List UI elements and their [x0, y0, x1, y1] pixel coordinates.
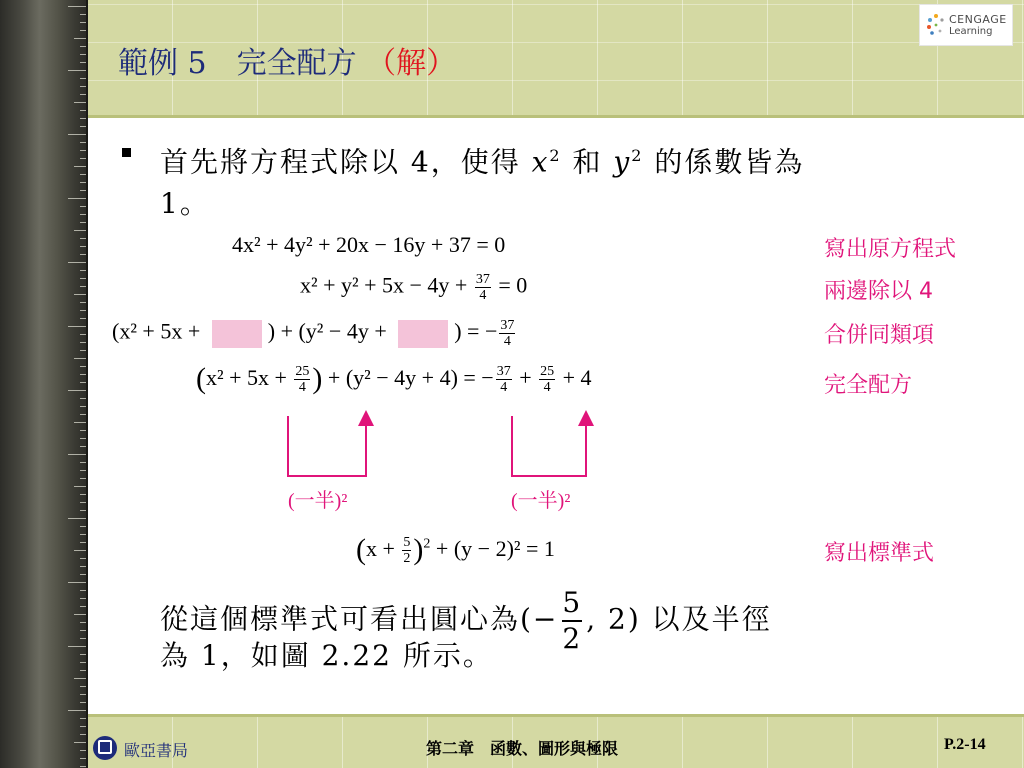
logo-text-cengage: CENGAGE	[949, 13, 1007, 26]
arrow-half-x	[288, 416, 366, 476]
footer-chapter: 第二章 函數、圖形與極限	[426, 739, 619, 758]
note-original-equation: 寫出原方程式	[824, 237, 957, 262]
center-frac-den: 2	[562, 622, 583, 655]
eq3-text-a: (x² + 5x +	[112, 318, 206, 344]
eq4-text-a: x² + 5x +	[206, 365, 293, 390]
eq4-frac2-den: 4	[500, 380, 508, 396]
conclusion-line-2: 為 1，如圖 2.22 所示。	[160, 639, 493, 672]
intro-line-2: 1。	[160, 187, 210, 220]
eq2-text-b: = 0	[492, 272, 528, 298]
half-label-x: (一半)²	[288, 490, 348, 512]
note-combine-like-terms: 合併同類項	[824, 323, 935, 348]
eq3-frac-den: 4	[503, 334, 511, 349]
eq4-text-c: +	[513, 365, 538, 390]
equation-1: 4x² + 4y² + 20x − 16y + 37 = 0	[232, 232, 506, 257]
footer-divider	[88, 714, 1024, 717]
eq5-frac-num: 5	[403, 535, 411, 551]
center-frac-num: 5	[562, 586, 582, 622]
note-standard-form: 寫出標準式	[824, 541, 935, 566]
eq3-text-c: ) = −	[454, 318, 498, 344]
title-main: 範例 5 完全配方	[118, 46, 357, 81]
eq3-text-b: ) + (y² − 4y +	[267, 318, 393, 344]
equation-5: (x + $\frac{5}{2}$ )$^2$ + (y − 2)² = 1	[356, 533, 555, 567]
eq4-frac1-den: 4	[298, 380, 306, 396]
eq4-text-d: + 4	[557, 365, 592, 390]
eq5-frac-den: 2	[403, 551, 411, 567]
eq3-frac-num: 37	[500, 318, 515, 333]
publisher-logo-icon	[93, 736, 117, 760]
intro-text-a: 首先將方程式除以 4，使得	[160, 145, 532, 179]
eq2-text-a: x² + y² + 5x − 4y +	[300, 272, 473, 298]
arrow-half-y	[512, 416, 586, 476]
conclusion-text-b: , 2) 以及半徑	[586, 602, 772, 636]
footer-page-number: P.2-14	[944, 736, 986, 753]
eq2-frac-num: 37	[475, 272, 490, 287]
eq4-frac2-num: 37	[496, 364, 511, 380]
intro-text-and: 和	[561, 145, 614, 179]
conclusion-text-a: 從這個標準式可看出圓心為(−	[160, 602, 559, 636]
eq4-frac1-num: 25	[295, 364, 310, 380]
eq5-text-b: + (y − 2)² = 1	[430, 536, 555, 561]
intro-var-y: y	[613, 145, 632, 179]
logo-text-learning: Learning	[949, 26, 993, 37]
center-x-fraction	[562, 586, 582, 656]
intro-text-b: 的係數皆為	[643, 145, 805, 179]
eq2-frac-den: 4	[479, 288, 487, 303]
eq4-frac3-den: 4	[543, 380, 551, 396]
eq5-fraction	[402, 535, 411, 566]
eq4-text-b: + (y² − 4y + 4) = −	[322, 365, 494, 390]
note-complete-square: 完全配方	[824, 373, 913, 398]
title-solution: （解）	[366, 46, 457, 81]
note-divide-by-4: 兩邊除以 4	[824, 279, 933, 304]
equation-4: (x² + 5x + $\frac{25}{4}$ ) + (y² − 4y + 4) = − $\frac{37}{4}$ + $\frac{25}{4}$ + 4	[196, 362, 592, 396]
eq5-text-a: x +	[366, 536, 401, 561]
half-label-y: (一半)²	[511, 490, 571, 512]
intro-var-x: x	[531, 145, 550, 179]
intro-line-1: 首先將方程式除以 4，使得 $x^2$ 和 $y^2$ 的係數皆為	[160, 145, 805, 179]
footer-band	[88, 714, 1024, 768]
eq4-frac3-num: 25	[540, 364, 555, 380]
footer-publisher: 歐亞書局	[124, 741, 189, 760]
